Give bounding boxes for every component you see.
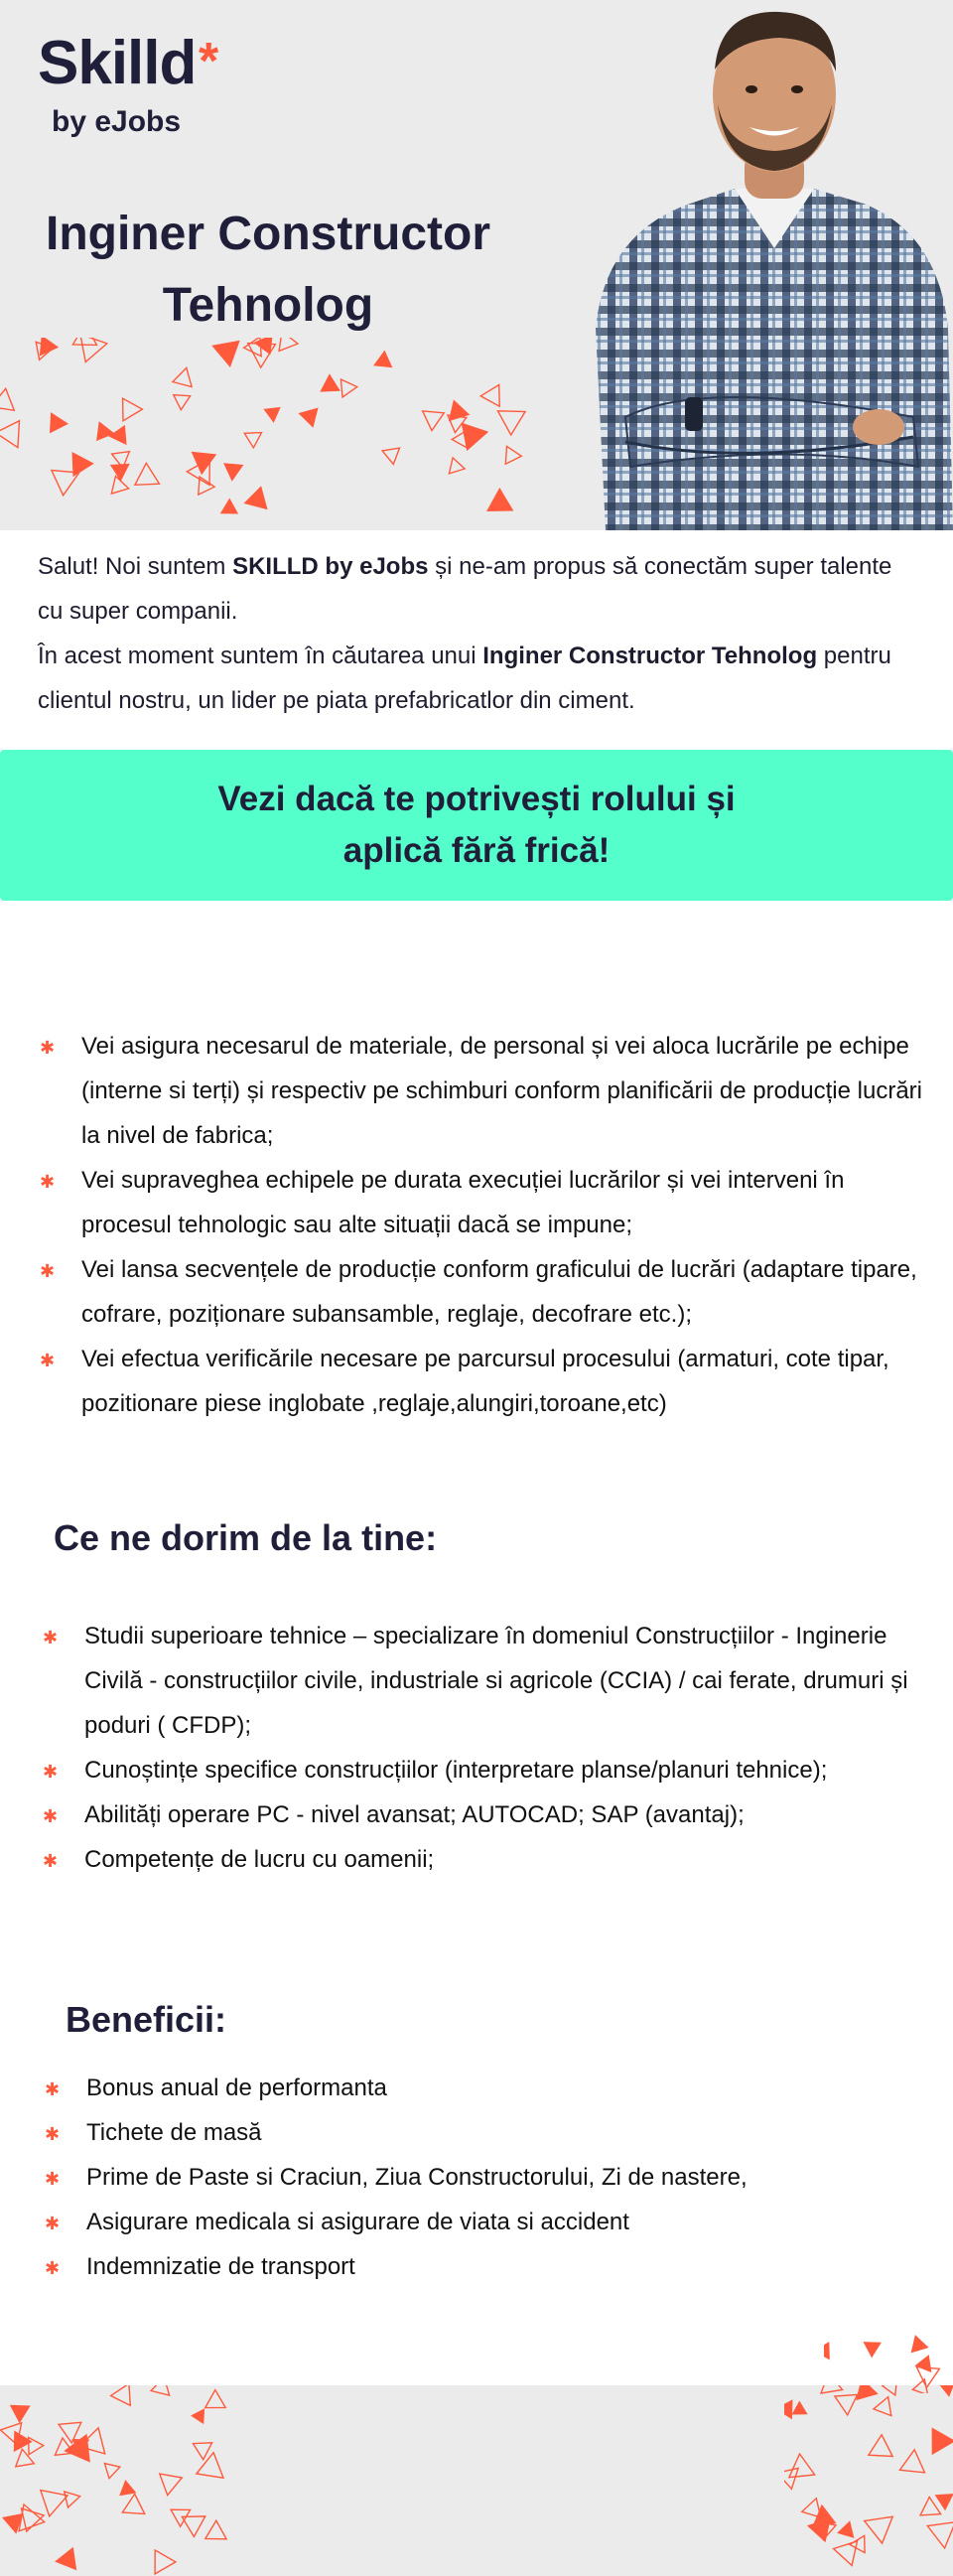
triangle-shape — [920, 2498, 941, 2515]
logo-wordmark: Skilld — [38, 29, 197, 97]
triangle-shape — [874, 2397, 891, 2416]
decorative-triangles-icon — [824, 2334, 953, 2393]
triangle-shape — [865, 2516, 893, 2543]
triangle-shape — [914, 2355, 931, 2372]
triangle-shape — [160, 2474, 183, 2496]
triangle-shape — [29, 2437, 44, 2454]
triangle-shape — [173, 367, 192, 386]
triangle-shape — [373, 351, 392, 368]
triangle-shape — [423, 411, 445, 431]
triangle-shape — [869, 2435, 892, 2457]
triangle-shape — [939, 2385, 953, 2397]
triangle-shape — [856, 2385, 879, 2400]
triangle-shape — [123, 398, 143, 421]
list-item: ✱ Indemnizatie de transport — [86, 2244, 920, 2289]
triangle-shape — [223, 463, 243, 481]
list-item: ✱ Cunoștințe specifice construcțiilor (interpretare planse/planuri tehnice); — [84, 1748, 928, 1792]
triangle-shape — [65, 2492, 80, 2507]
requirements-list — [84, 1614, 928, 1882]
triangle-shape — [834, 2541, 858, 2566]
footer-band — [0, 2385, 953, 2576]
triangle-shape — [864, 2342, 882, 2358]
intro-paragraph-2: În acest moment suntem în căutarea unui Inginer Constructor Tehnolog pentru clientul nostru, un lider pe piata prefabricatlor din ciment. — [38, 643, 891, 714]
triangle-shape — [135, 463, 160, 485]
person-photo — [586, 0, 953, 530]
triangle-shape — [340, 379, 356, 397]
job-title: Inginer Constructor Tehnolog — [45, 208, 490, 332]
triangle-shape — [171, 2509, 191, 2526]
list-item: ✱ Vei efectua verificările necesare pe parcursul procesului (armaturi, cote tipar, pozitionare piese inglobate ,reglaje,alungiri,toroane,etc) — [81, 1337, 935, 1426]
intro-section — [38, 544, 921, 723]
triangle-shape — [79, 2428, 105, 2454]
triangle-shape — [244, 433, 261, 448]
triangle-shape — [817, 2521, 836, 2539]
triangle-shape — [299, 408, 319, 428]
logo-asterisk: * — [199, 33, 219, 90]
triangle-shape — [253, 338, 272, 355]
list-item: ✱ Tichete de masă — [86, 2110, 920, 2155]
list-item: ✱ Vei lansa secvențele de producție conform graficului de lucrări (adaptare tipare, cofrare, poziționare subansamble, reglaje, decofrare etc.); — [81, 1247, 935, 1337]
triangle-shape — [935, 2494, 953, 2510]
triangle-shape — [486, 488, 513, 511]
triangle-shape — [197, 2453, 223, 2479]
triangle-shape — [55, 2547, 76, 2571]
decorative-triangles-icon — [784, 2385, 953, 2576]
triangle-shape — [792, 2401, 808, 2415]
triangle-shape — [837, 2520, 854, 2538]
triangle-shape — [96, 421, 115, 441]
benefits-heading: Beneficii: — [66, 1999, 227, 2040]
triangle-shape — [505, 446, 521, 464]
triangle-shape — [80, 338, 107, 362]
list-item: ✱ Studii superioare tehnice – specializare în domeniul Construcțiilor - Inginerie Civilă - construcțiilor civile, industriale si agricole (CCIA) / cai ferate, drumuri și poduri ( CFDP); — [84, 1614, 928, 1748]
triangle-shape — [784, 2399, 793, 2419]
triangle-shape — [821, 2385, 843, 2393]
triangle-shape — [279, 338, 298, 351]
logo-subtitle: by eJobs — [52, 105, 182, 138]
role-name: Inginer Constructor Tehnolog — [482, 643, 818, 669]
triangle-shape — [119, 2480, 136, 2496]
triangle-shape — [50, 412, 68, 433]
triangle-shape — [480, 385, 499, 407]
triangle-shape — [194, 2443, 212, 2460]
triangle-shape — [320, 373, 340, 391]
triangle-shape — [0, 2423, 21, 2445]
triangle-shape — [182, 2516, 204, 2537]
company-name: SKILLD by eJobs — [232, 553, 429, 580]
triangle-shape — [174, 395, 191, 410]
triangle-shape — [192, 452, 217, 476]
list-item: ✱ Vei asigura necesarul de materiale, de personal și vei aloca lucrările pe echipe (interne si terți) și respectiv pe schimburi conform planificării de producție lucrări la nivel de fabrica; — [81, 1024, 935, 1158]
triangle-shape — [0, 388, 14, 410]
triangle-shape — [64, 2434, 90, 2463]
list-item: ✱ Vei supraveghea echipele pe durata execuției lucrărilor și vei interveni în procesul tehnologic sau alte situații dacă se impune; — [81, 1158, 935, 1247]
apply-cta-label: Vezi dacă te potrivești rolului și aplică fără frică! — [217, 780, 736, 870]
benefits-list — [86, 2066, 920, 2289]
triangle-shape — [71, 2439, 89, 2455]
triangle-shape — [2, 2513, 24, 2534]
hero-banner — [0, 0, 953, 530]
apply-cta-button[interactable] — [0, 750, 953, 901]
triangle-shape — [382, 448, 399, 464]
triangle-shape — [41, 2491, 68, 2516]
triangle-shape — [807, 2518, 831, 2543]
list-item: ✱ Competențe de lucru cu oamenii; — [84, 1837, 928, 1882]
triangle-shape — [16, 2449, 35, 2467]
triangle-shape — [111, 2385, 131, 2405]
list-item: ✱ Bonus anual de performanta — [86, 2066, 920, 2110]
triangle-shape — [812, 2504, 836, 2527]
triangle-shape — [850, 2535, 865, 2552]
triangle-shape — [784, 2469, 798, 2490]
intro-paragraph-1: Salut! Noi suntem SKILLD by eJobs și ne-am propus să conectăm super talente cu super companii. — [38, 553, 892, 625]
triangle-shape — [0, 421, 20, 448]
triangle-shape — [220, 499, 238, 514]
triangle-shape — [498, 411, 526, 435]
triangle-shape — [14, 2431, 33, 2453]
list-item: ✱ Abilități operare PC - nivel avansat; AUTOCAD; SAP (avantaj); — [84, 1792, 928, 1837]
triangle-shape — [155, 2550, 176, 2574]
triangle-shape — [911, 2335, 929, 2353]
triangle-shape — [927, 2522, 953, 2548]
triangle-shape — [122, 2494, 144, 2513]
triangle-shape — [59, 2422, 81, 2443]
triangle-shape — [449, 458, 465, 474]
triangle-shape — [55, 2438, 73, 2455]
triangle-shape — [899, 2450, 924, 2473]
triangle-shape — [835, 2394, 858, 2415]
triangle-shape — [19, 2504, 45, 2531]
triangle-shape — [824, 2342, 830, 2360]
triangle-shape — [108, 425, 126, 445]
triangle-shape — [72, 338, 96, 345]
list-item: ✱ Asigurare medicala si asigurare de viata si accident — [86, 2200, 920, 2244]
triangle-shape — [244, 486, 268, 509]
decorative-triangles-icon — [0, 2385, 238, 2576]
triangle-shape — [205, 2390, 226, 2408]
triangle-shape — [211, 341, 240, 367]
requirements-heading: Ce ne dorim de la tine: — [54, 1517, 438, 1558]
triangle-shape — [191, 2408, 204, 2424]
triangle-shape — [932, 2427, 953, 2455]
triangle-shape — [10, 2405, 31, 2423]
triangle-shape — [22, 2508, 45, 2531]
triangle-shape — [883, 2385, 897, 2395]
triangle-shape — [110, 464, 130, 482]
decorative-triangles-icon — [0, 338, 536, 526]
triangle-shape — [151, 2385, 170, 2395]
triangle-shape — [789, 2454, 815, 2478]
triangle-shape — [802, 2499, 821, 2517]
triangle-shape — [104, 2464, 119, 2479]
duties-list — [81, 1024, 935, 1426]
skilld-logo[interactable] — [38, 29, 219, 138]
list-item: ✱ Prime de Paste si Craciun, Ziua Constructorului, Zi de nastere, — [86, 2155, 920, 2200]
triangle-shape — [263, 407, 280, 423]
triangle-shape — [205, 2520, 226, 2539]
triangle-shape — [72, 452, 94, 477]
